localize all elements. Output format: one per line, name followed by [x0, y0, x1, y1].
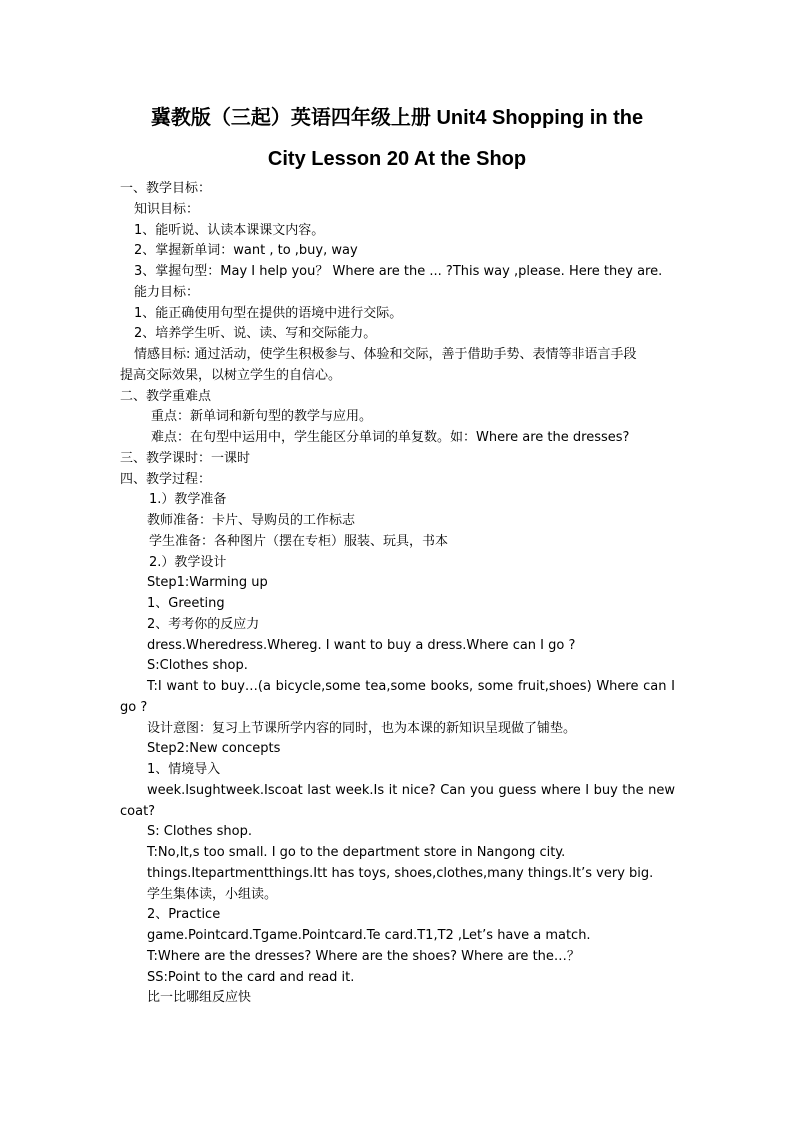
dialogue-line: S:Clothes shop. — [147, 658, 248, 674]
dialogue-line: T:Where are the dresses? Where are the shoes? Where are the…？ — [147, 948, 580, 964]
student-prep-line: 学生准备：各种图片（摆在专柜）服装、玩具，书本 — [149, 533, 449, 549]
dialogue-line-cont: go ? — [120, 699, 148, 715]
step-item: 2、考考你的反应力 — [147, 616, 260, 632]
ability-goal-item: 1、能正确使用句型在提供的语境中进行交际。 — [134, 305, 403, 321]
dialogue-line-cont: coat? — [120, 803, 156, 819]
step-item: 2、Practice — [147, 907, 221, 923]
emotional-goal-line-cont: 提高交际效果，以树立学生的自信心。 — [120, 367, 342, 383]
dialogue-line: game.Pointcard.Tgame.Pointcard.Te card.T1,T2 ,Let’s have a match. — [147, 928, 591, 943]
procedure-subheading: 2.）教学设计 — [149, 554, 227, 570]
section-heading-procedure: 四、教学过程： — [120, 471, 212, 487]
procedure-subheading: 1.）教学准备 — [149, 492, 227, 508]
dialogue-line: S: Clothes shop. — [147, 824, 252, 840]
step-heading: Step1:Warming up — [147, 575, 268, 591]
design-intent-line: 设计意图：复习上节课所学内容的同时，也为本课的新知识呈现做了铺垫。 — [147, 720, 577, 736]
knowledge-goal-item: 3、掌握句型：May I help you？ Where are the ... ?This way ,please. Here they are. — [134, 264, 663, 279]
teacher-prep-line: 教师准备：卡片、导购员的工作标志 — [147, 513, 356, 528]
activity-line: 学生集体读，小组读。 — [147, 886, 278, 902]
knowledge-goal-item: 2、掌握新单词：want , to ,buy, way — [134, 243, 358, 259]
dialogue-line: T:I want to buy…(a bicycle,some tea,some books, some fruit,shoes) Where can I — [147, 679, 675, 694]
step-item: 1、Greeting — [147, 596, 225, 611]
dialogue-line: week.Isughtweek.Iscoat last week.Is it nice? Can you guess where I buy the new — [147, 782, 675, 798]
step-heading: Step2:New concepts — [147, 741, 281, 757]
dialogue-line: T:No,It,s too small. I go to the department store in Nangong city. — [147, 845, 566, 860]
section-heading-class-hours: 三、教学课时：一课时 — [120, 450, 251, 466]
subheading-ability-goals: 能力目标： — [134, 284, 200, 300]
dialogue-line: things.Itepartmentthings.Itt has toys, shoes,clothes,many things.It’s very big. — [147, 865, 654, 881]
difficult-point-item: 难点：在句型中运用中，学生能区分单词的单复数。如：Where are the dresses? — [151, 430, 630, 445]
section-heading-objectives: 一、教学目标： — [120, 181, 212, 196]
document-body — [120, 179, 675, 1009]
step-item: 1、情境导入 — [147, 762, 221, 777]
dialogue-line: dress.Wheredress.Whereg. I want to buy a dress.Where can I go ? — [147, 637, 576, 653]
emotional-goal-line: 情感目标: 通过活动，使学生积极参与、体验和交际，善于借助手势、表情等非语言手段 — [134, 347, 637, 362]
ability-goal-item: 2、培养学生听、说、读、写和交际能力。 — [134, 326, 377, 342]
key-point-item: 重点：新单词和新句型的教学与应用。 — [151, 409, 373, 425]
dialogue-line: SS:Point to the card and read it. — [147, 969, 355, 985]
section-heading-key-points: 二、教学重难点 — [120, 388, 212, 404]
activity-line: 比一比哪组反应快 — [147, 990, 252, 1006]
document-title-line1: 冀教版（三起）英语四年级上册 Unit4 Shopping in the — [150, 107, 644, 129]
document-title-line2: City Lesson 20 At the Shop — [267, 148, 527, 170]
knowledge-goal-item: 1、能听说、认读本课课文内容。 — [134, 222, 325, 238]
subheading-knowledge-goals: 知识目标： — [134, 201, 200, 217]
